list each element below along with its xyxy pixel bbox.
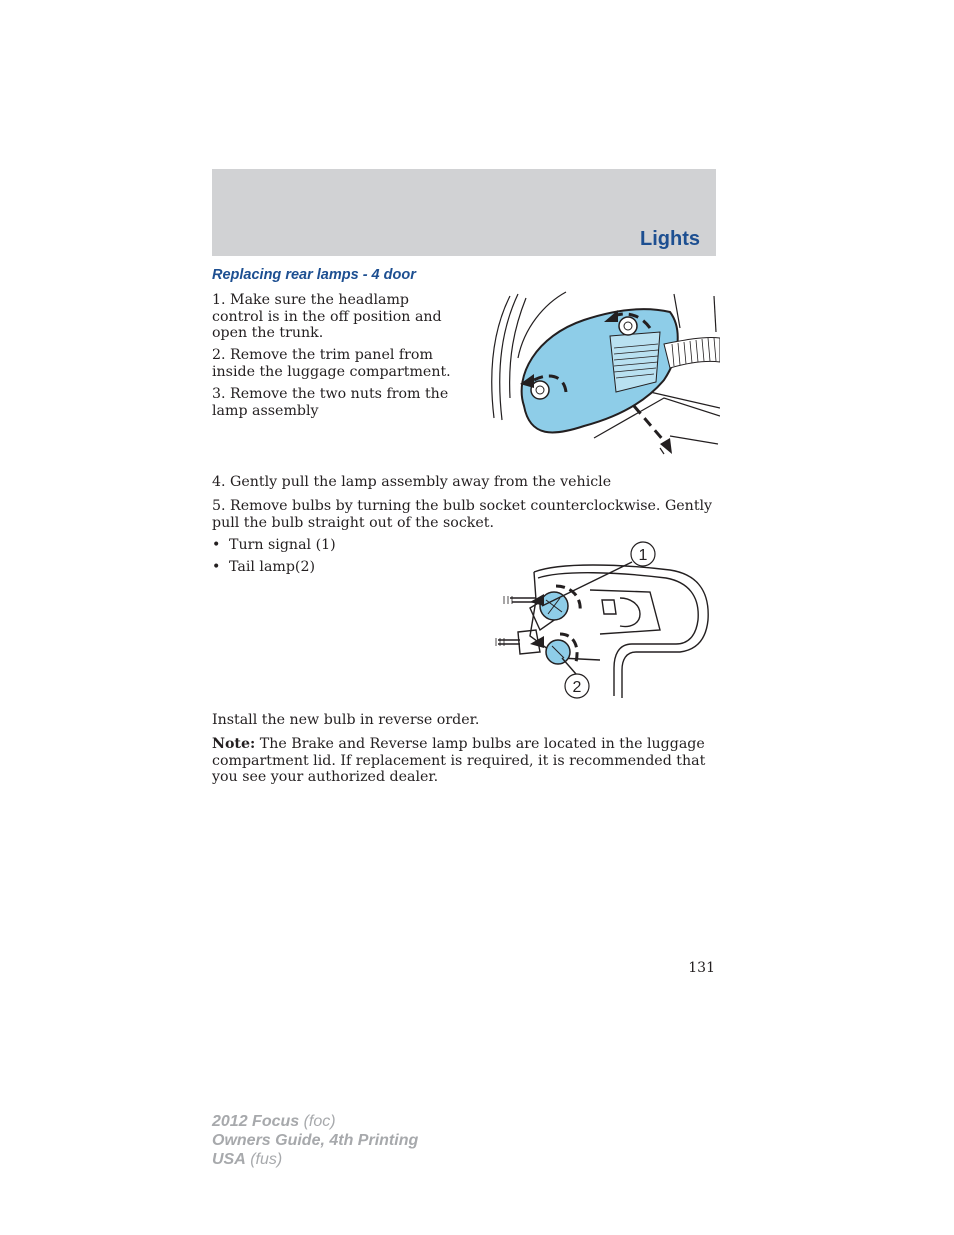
install-instruction: Install the new bulb in reverse order. bbox=[212, 712, 480, 728]
bullet-tail-lamp bbox=[212, 559, 315, 576]
footer-line-3: USA (fus) bbox=[212, 1151, 283, 1168]
section-header-bar bbox=[212, 169, 716, 256]
rear-lamp-assembly-illustration bbox=[474, 288, 720, 460]
callout-1-label: 1 bbox=[638, 547, 648, 564]
nut-icon bbox=[619, 317, 637, 335]
section-header-title: Lights bbox=[640, 228, 700, 250]
step-5: 5. Remove bulbs by turning the bulb socket counterclockwise. Gently pull the bulb straight out of the socket. bbox=[212, 498, 713, 531]
callout-1-leader-line bbox=[542, 562, 632, 606]
footer-publication-info bbox=[212, 1112, 418, 1169]
callout-2-label: 2 bbox=[572, 679, 582, 696]
bulb-socket-illustration bbox=[490, 540, 714, 702]
note-text: The Brake and Reverse lamp bulbs are located in the luggage compartment lid. If replacement is required, it is recommended that you see your authorized dealer. bbox=[212, 736, 706, 785]
bullet-text: Turn signal (1) bbox=[229, 537, 336, 553]
note-paragraph bbox=[212, 736, 716, 786]
bullet-dot-icon: • bbox=[212, 537, 221, 553]
note-label: Note: bbox=[212, 736, 256, 752]
page-number: 131 bbox=[688, 960, 715, 976]
callout-2-leader-line bbox=[562, 658, 576, 674]
step-3: 3. Remove the two nuts from the lamp assembly bbox=[212, 386, 449, 419]
bullet-text: Tail lamp(2) bbox=[229, 559, 316, 575]
footer-line-2: Owners Guide, 4th Printing bbox=[212, 1132, 419, 1149]
footer-line-1: 2012 Focus (foc) bbox=[212, 1113, 336, 1130]
step-2: 2. Remove the trim panel from inside the luggage compartment. bbox=[212, 347, 451, 380]
step-1: 1. Make sure the headlamp control is in the off position and open the trunk. bbox=[212, 292, 442, 341]
section-subheading: Replacing rear lamps - 4 door bbox=[212, 267, 416, 283]
bullet-dot-icon: • bbox=[212, 559, 221, 575]
step-4: 4. Gently pull the lamp assembly away from the vehicle bbox=[212, 474, 612, 490]
bullet-turn-signal bbox=[212, 537, 336, 554]
